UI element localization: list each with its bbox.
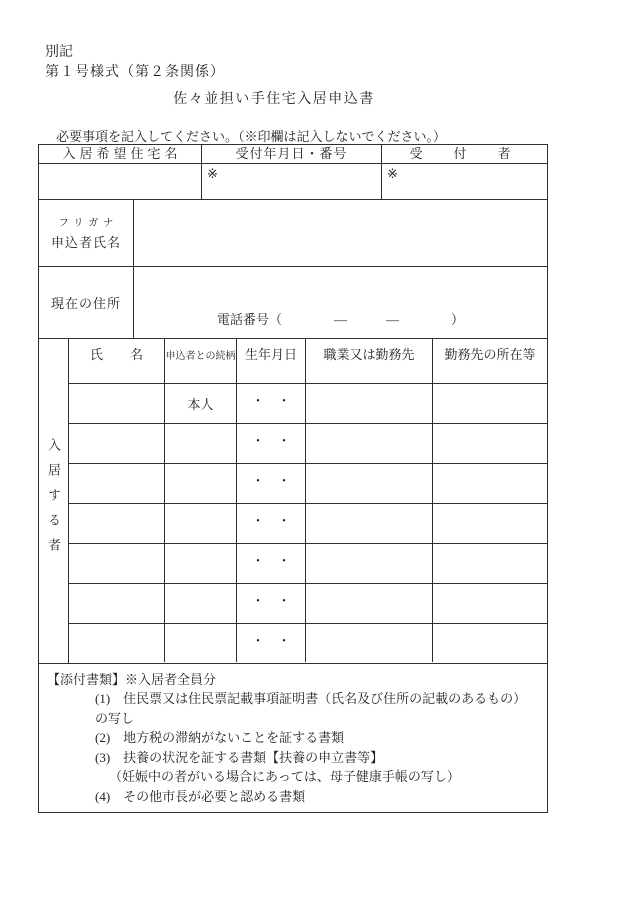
cell-birth: ・ ・ [236,624,305,663]
cell-name [69,384,164,423]
cell-job [305,464,432,503]
cell-job [305,624,432,663]
col-name: 氏 名 [89,346,150,362]
header-receiver: 受 付 者 [381,145,547,163]
cell-birth: ・ ・ [236,464,305,503]
attachment-item: (1) 住民票又は住民票記載事項証明書（氏名及び住所の記載のあるもの）の写し [95,691,527,726]
cell-workplace [432,384,547,423]
cell-job [305,584,432,623]
form-table [38,144,548,813]
cell-birth: ・ ・ [236,504,305,543]
instruction-note: 必要事項を記入してください。（※印欄は記入しないでください。） [56,129,447,144]
cell-name [69,544,164,583]
attachments-section [39,663,547,813]
cell-relation [164,544,236,583]
cell-workplace [432,584,547,623]
cell-job [305,504,432,543]
occupants-table [69,339,547,663]
cell-workplace [432,424,547,463]
cell-job [305,544,432,583]
applicant-name-label [39,200,133,267]
occupant-row [69,503,547,543]
housing-name-field [39,164,201,199]
applicant-name-row [39,199,547,267]
attachment-item-note: （妊娠中の者がいる場合にあっては、母子健康手帳の写し） [109,769,460,784]
cell-relation [164,424,236,463]
header-housing-name: 入居希望住宅名 [62,146,182,161]
attachment-item: (3) 扶養の状況を証する書類【扶養の申立書等】 [95,749,384,765]
occupant-row [69,583,547,623]
cell-name [69,424,164,463]
cell-birth: ・ ・ [236,544,305,583]
occupants-side-label: 入居する者 [46,438,61,564]
cell-relation [164,584,236,623]
occupants-section [39,338,547,663]
cell-birth: ・ ・ [236,584,305,623]
receiver-field: ※ [381,164,547,199]
attachments-heading: 【添付書類】※入居者全員分 [47,671,217,687]
occupant-row [69,383,547,423]
col-birth: 生年月日 [236,339,305,383]
col-workplace: 勤務先の所在等 [432,339,547,383]
cell-job [305,424,432,463]
occupant-row [69,543,547,583]
bekki-note: 別記 [45,45,73,60]
cell-birth: ・ ・ [236,424,305,463]
attachment-item: (2) 地方税の滞納がないことを証する書類 [95,730,345,745]
date-number-field: ※ [201,164,381,199]
cell-name [69,584,164,623]
address-label: 現在の住所 [50,295,121,311]
occupants-header-row [69,339,547,383]
cell-name [69,464,164,503]
furigana-label: フリガナ [58,218,119,230]
header-date-number: 受付年月日・番号 [201,145,381,163]
attachment-item: (4) その他市長が必要と認める書類 [95,788,306,804]
page-title: 佐々並担い手住宅入居申込書 [173,92,375,107]
cell-workplace [432,624,547,663]
cell-workplace [432,504,547,543]
phone-number-label: 電話番号（ ― ― ） [216,311,464,327]
cell-job [305,384,432,423]
col-job: 職業又は勤務先 [305,339,432,383]
cell-relation [164,464,236,503]
form-number: 第１号様式（第２条関係） [45,65,225,80]
reception-entry-row [39,163,547,199]
occupant-row [69,623,547,663]
applicant-name-field [133,200,547,267]
current-address-row [39,266,547,337]
occupant-row [69,463,547,503]
cell-name [69,504,164,543]
address-field [133,267,547,337]
cell-relation: 本人 [164,384,236,423]
reception-header-row [39,145,547,163]
occupants-side-label-cell [39,339,69,663]
cell-name [69,624,164,663]
cell-birth: ・ ・ [236,384,305,423]
name-label: 申込者氏名 [50,235,121,251]
cell-workplace [432,464,547,503]
cell-relation [164,504,236,543]
col-relation: 申込者との続柄 [164,339,236,383]
cell-workplace [432,544,547,583]
cell-relation [164,624,236,663]
occupant-row [69,423,547,463]
